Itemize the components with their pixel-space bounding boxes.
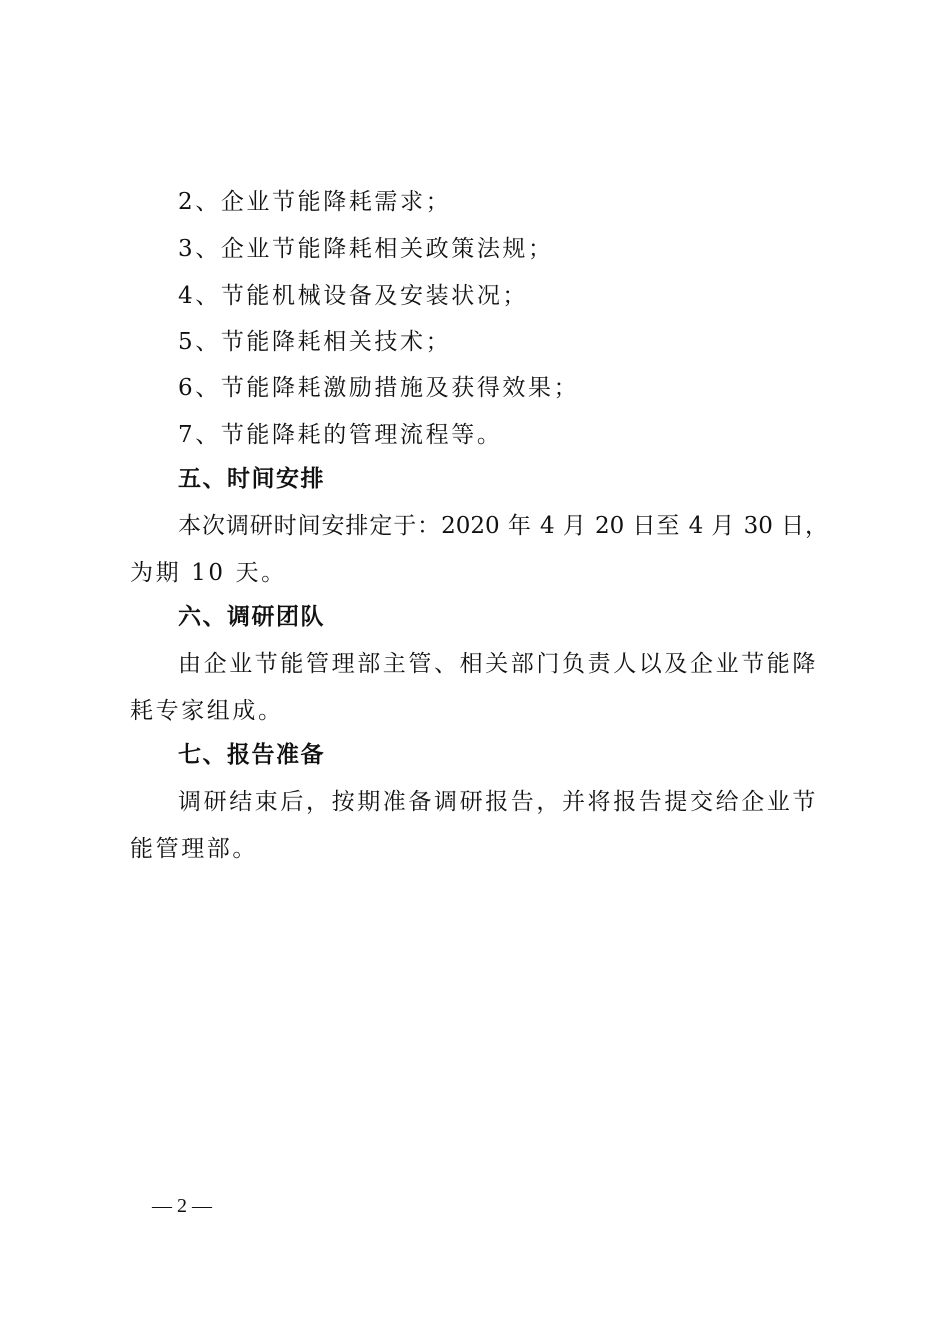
section-heading-schedule: 五、时间安排 — [178, 466, 325, 492]
list-item-4: 4、节能机械设备及安装状况； — [178, 283, 529, 309]
section-heading-report: 七、报告准备 — [178, 742, 325, 768]
report-paragraph-line1: 调研结束后，按期准备调研报告，并将报告提交给企业节 — [178, 789, 818, 815]
report-paragraph-line2: 能管理部。 — [130, 836, 258, 862]
team-paragraph-line2: 耗专家组成。 — [130, 698, 284, 724]
list-item-7: 7、节能降耗的管理流程等。 — [178, 422, 503, 448]
schedule-paragraph-line1: 本次调研时间安排定于：2020 年 4 月 20 日至 4 月 30 日， — [178, 513, 828, 539]
section-heading-team: 六、调研团队 — [178, 604, 325, 630]
schedule-paragraph-line2: 为期 10 天。 — [130, 560, 287, 586]
list-item-2: 2、企业节能降耗需求； — [178, 189, 452, 215]
list-item-6: 6、节能降耗激励措施及获得效果； — [178, 375, 580, 401]
list-item-3: 3、企业节能降耗相关政策法规； — [178, 236, 554, 262]
team-paragraph-line1: 由企业节能管理部主管、相关部门负责人以及企业节能降 — [178, 651, 818, 677]
list-item-5: 5、节能降耗相关技术； — [178, 329, 452, 355]
page-number: — 2 — — [152, 1195, 212, 1217]
